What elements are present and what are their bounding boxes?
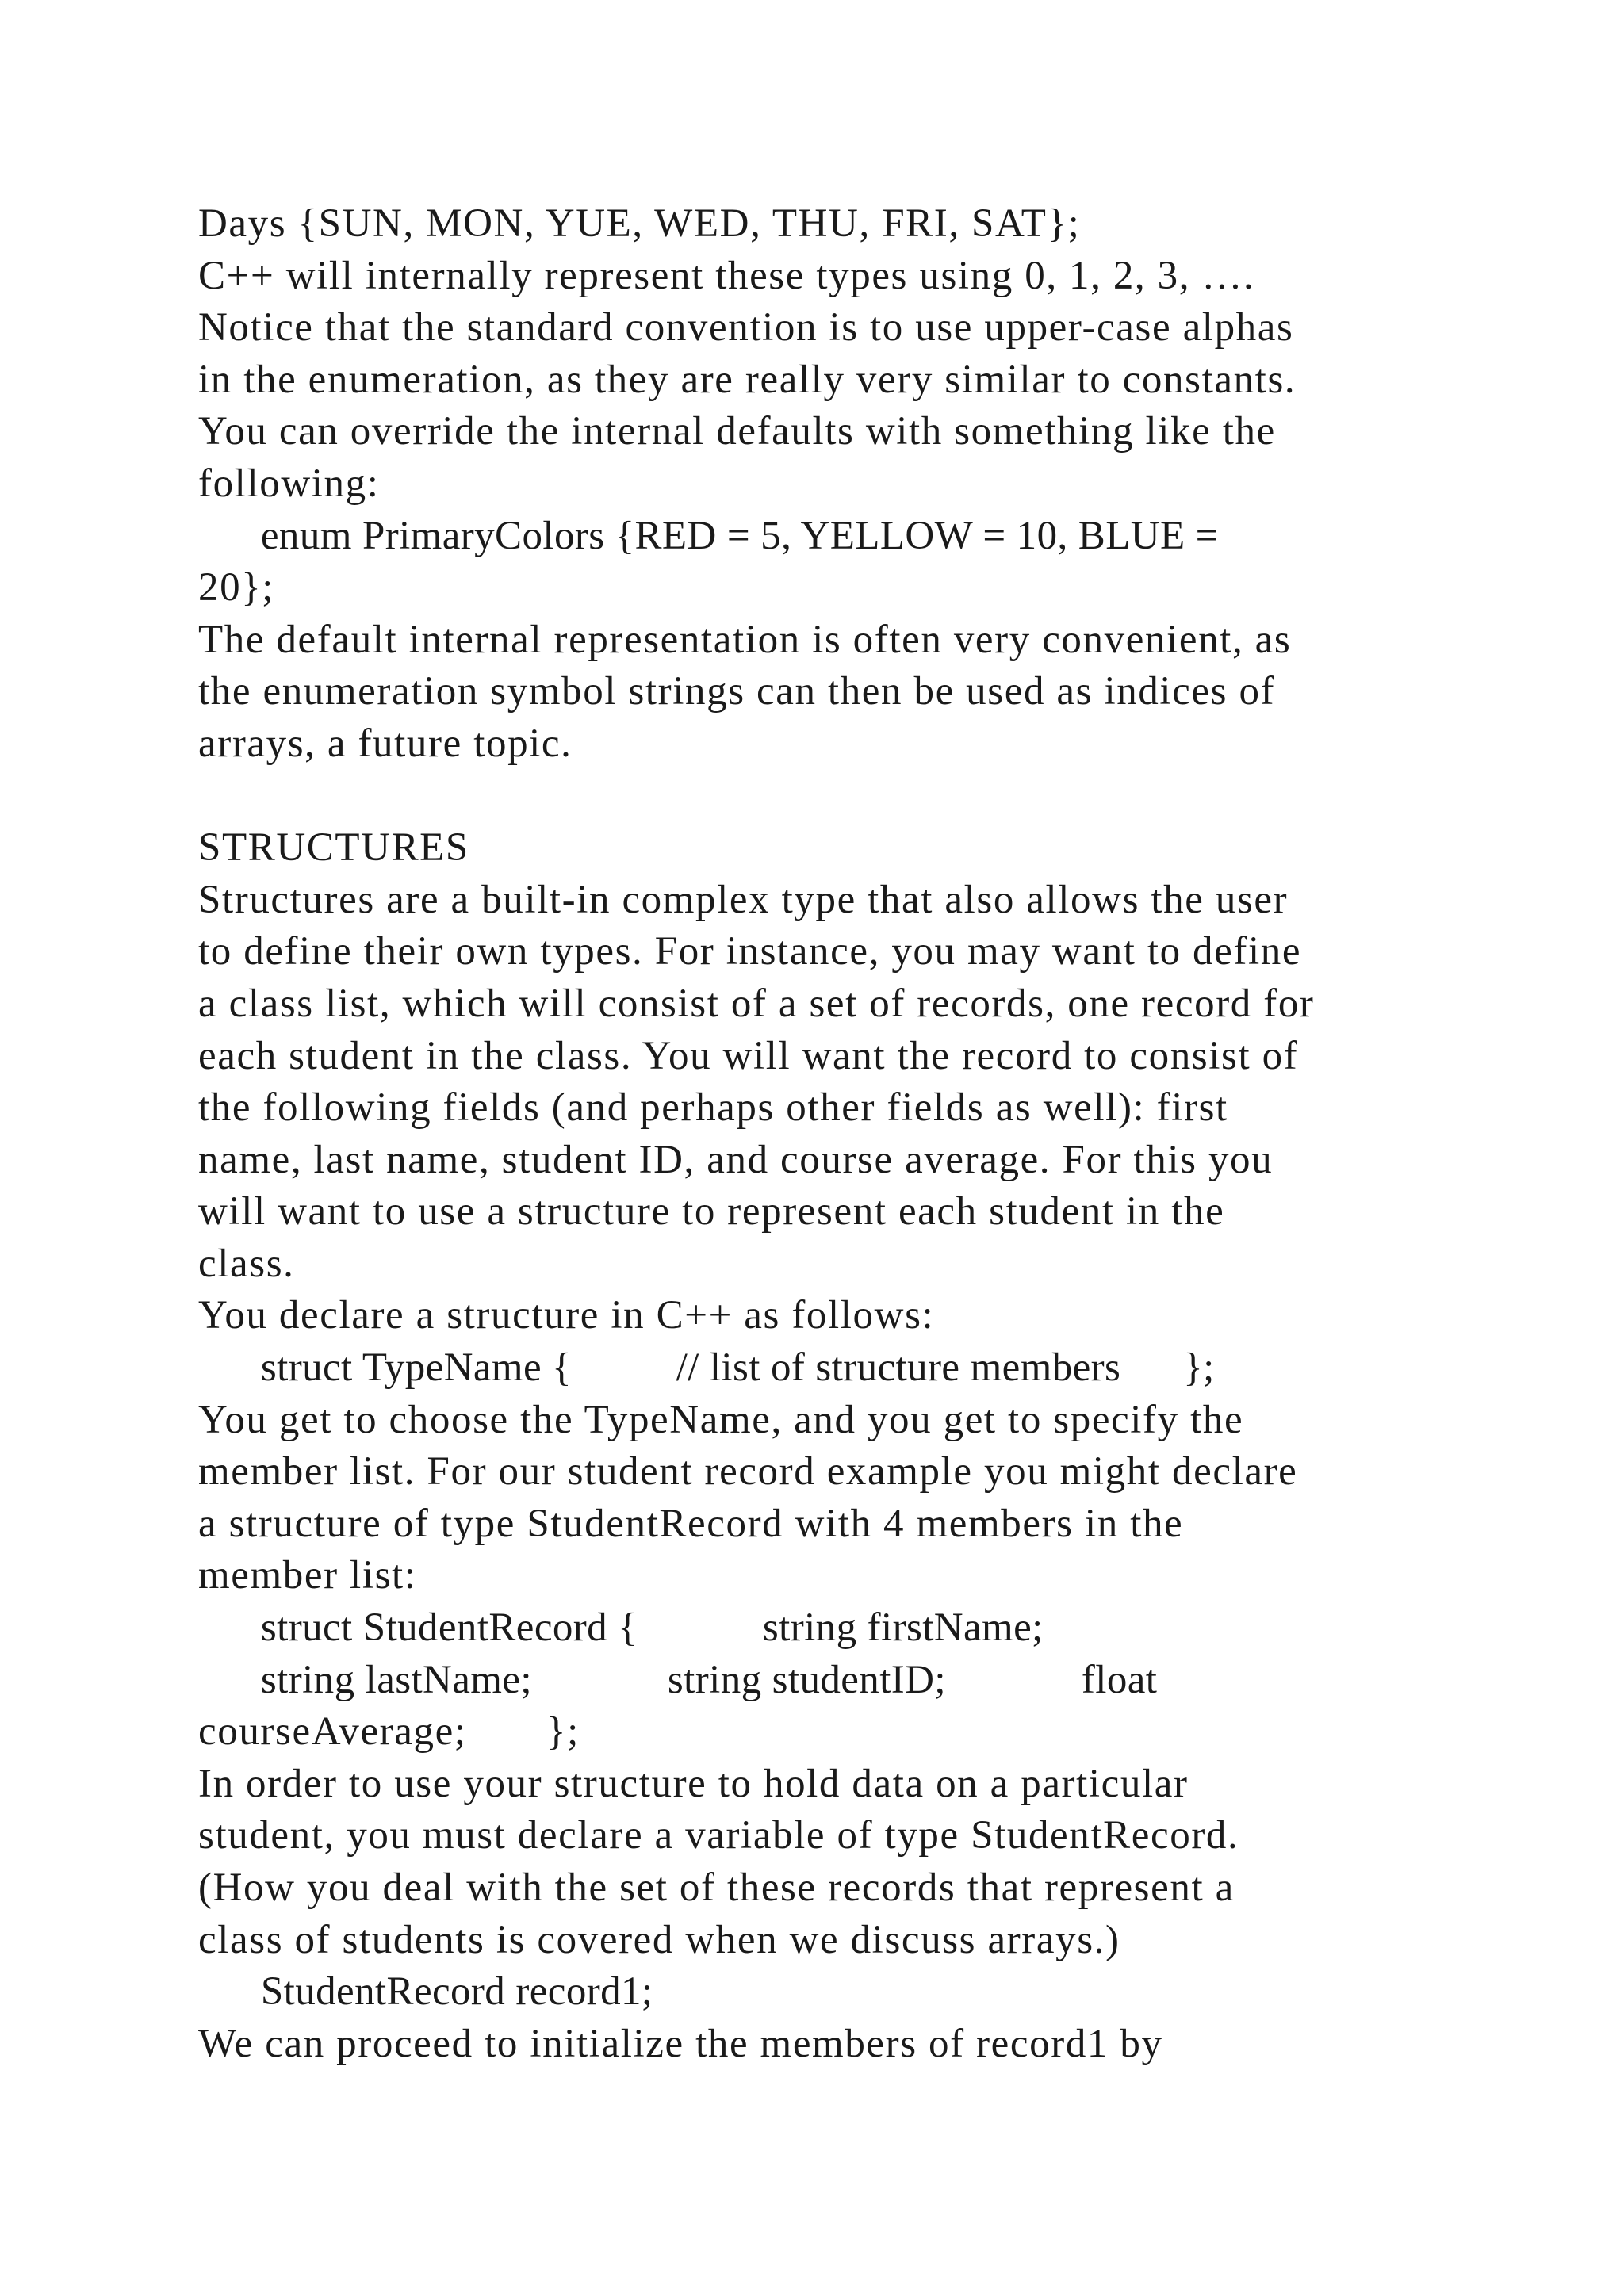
text-line: each student in the class. You will want the record to consist of	[198, 1033, 1299, 1078]
text-line: to define their own types. For instance, you may want to define	[198, 929, 1302, 974]
text-line: name, last name, student ID, and course average. For this you	[198, 1137, 1274, 1182]
document-body	[198, 198, 1467, 2070]
section-heading: STRUCTURES	[198, 825, 469, 871]
text-line: member list. For our student record example you might declare	[198, 1449, 1298, 1494]
text-line: the following fields (and perhaps other fields as well): first	[198, 1085, 1228, 1131]
text-line: in the enumeration, as they are really very similar to constants.	[198, 357, 1297, 402]
text-line: (How you deal with the set of these records that represent a	[198, 1866, 1235, 1910]
text-line: class of students is covered when we discuss arrays.)	[198, 1917, 1120, 1962]
text-line: a class list, which will consist of a set of records, one record for	[198, 981, 1315, 1026]
text-line: 20};	[198, 565, 275, 610]
text-line: member list:	[198, 1553, 417, 1598]
text-line: a structure of type StudentRecord with 4 members in the	[198, 1501, 1184, 1546]
text-line: You declare a structure in C++ as follows:	[198, 1293, 935, 1338]
text-line: Notice that the standard convention is to use upper-case alphas	[198, 305, 1294, 350]
text-line: following:	[198, 461, 380, 506]
text-line: The default internal representation is often very convenient, as	[198, 617, 1292, 662]
text-line: We can proceed to initialize the members of record1 by	[198, 2021, 1163, 2066]
code-line-variable: StudentRecord record1;	[198, 1969, 653, 2015]
blank-line	[198, 771, 1467, 823]
text-line: You can override the internal defaults with something like the	[198, 409, 1276, 454]
code-line-enum: enum PrimaryColors {RED = 5, YELLOW = 10, BLUE =	[198, 513, 1219, 558]
text-line: student, you must declare a variable of type StudentRecord.	[198, 1813, 1239, 1858]
code-line-end: courseAverage; };	[198, 1709, 580, 1755]
text-line: You get to choose the TypeName, and you get to specify the	[198, 1397, 1244, 1442]
text-line: class.	[198, 1241, 295, 1286]
text-line: will want to use a structure to represent each student in the	[198, 1189, 1225, 1234]
text-line: Structures are a built-in complex type that also allows the user	[198, 877, 1289, 922]
code-line-struct-record: struct StudentRecord { string firstName;	[198, 1605, 1044, 1651]
text-line: Days {SUN, MON, YUE, WED, THU, FRI, SAT};	[198, 201, 1081, 246]
text-line: C++ will internally represent these types using 0, 1, 2, 3, ….	[198, 253, 1255, 298]
text-line: In order to use your structure to hold data on a particular	[198, 1761, 1189, 1806]
text-line: arrays, a future topic.	[198, 721, 573, 766]
code-line-members: string lastName; string studentID; float	[198, 1657, 1158, 1702]
code-line-struct: struct TypeName { // list of structure members };	[198, 1345, 1215, 1391]
text-line: the enumeration symbol strings can then be used as indices of	[198, 669, 1276, 714]
